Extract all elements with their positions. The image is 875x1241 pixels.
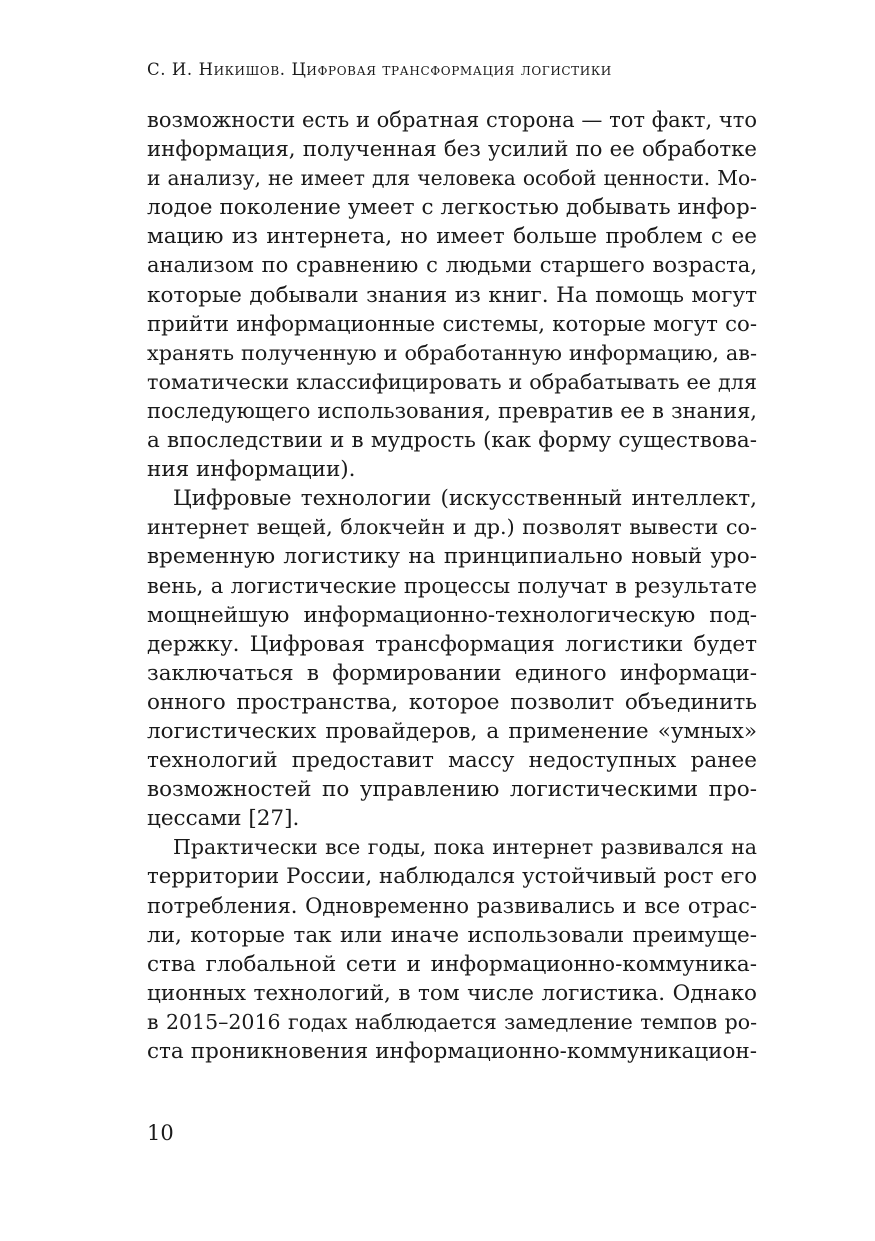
text-line: мощнейшую информационно-технологическую под-	[147, 602, 757, 628]
text-line: вень, а логистические процессы получат в результате	[147, 573, 757, 598]
text-line: технологий предоставит массу недоступных ранее	[147, 748, 757, 774]
text-line: ли, которые так или иначе использовали преимуще-	[147, 922, 757, 948]
text-line: и анализу, не имеет для человека особой ценности. Мо-	[147, 166, 757, 191]
text-line: держку. Цифровая трансформация логистики будет	[147, 631, 757, 657]
text-line: а впоследствии и в мудрость (как форму существова-	[147, 428, 757, 454]
text-line: территории России, наблюдался устойчивый рост его	[147, 864, 757, 890]
text-line: цессами [27].	[147, 806, 300, 832]
text-line: онного пространства, которое позволит объединить	[147, 689, 757, 715]
text-line: ния информации).	[147, 457, 356, 483]
text-body	[147, 106, 757, 1066]
text-line: потребления. Одновременно развивались и все отрас-	[147, 893, 757, 918]
text-line: Цифровые технологии (искусственный интеллект,	[173, 486, 757, 512]
running-header: С. И. Никишов. Цифровая трансформация логистики	[147, 60, 612, 79]
text-line: временную логистику на принципиально новый уро-	[147, 544, 757, 570]
text-line: в 2015–2016 годах наблюдается замедление темпов ро-	[147, 1009, 757, 1034]
paragraph	[147, 484, 757, 833]
text-line: ста проникновения информационно-коммуникацион-	[147, 1039, 757, 1064]
text-line: логистических провайдеров, а применение «умных»	[147, 718, 757, 744]
text-line: лодое поколение умеет с легкостью добывать инфор-	[147, 195, 757, 221]
text-line: ционных технологий, в том числе логистика. Однако	[147, 980, 757, 1006]
text-line: информация, полученная без усилий по ее обработке	[147, 137, 757, 163]
text-line: мацию из интернета, но имеет больше проблем с ее	[147, 224, 757, 250]
paragraph	[147, 833, 757, 1066]
text-line: ства глобальной сети и информационно-коммуника-	[147, 951, 757, 977]
paragraph	[147, 106, 757, 484]
text-line: анализом по сравнению с людьми старшего возраста,	[147, 253, 757, 278]
text-line: возможностей по управлению логистическими про-	[147, 777, 757, 803]
text-line: возможности есть и обратная сторона — тот факт, что	[147, 108, 757, 132]
text-line: заключаться в формировании единого информаци-	[147, 660, 757, 686]
text-line: интернет вещей, блокчейн и др.) позволят вывести со-	[147, 515, 757, 540]
text-line: томатически классифицировать и обрабатывать ее для	[147, 369, 757, 394]
text-line: хранять полученную и обработанную информацию, ав-	[147, 340, 757, 365]
text-line: Практически все годы, пока интернет развивался на	[173, 835, 757, 860]
page-number: 10	[147, 1121, 174, 1145]
text-line: которые добывали знания из книг. На помощь могут	[147, 282, 757, 308]
text-line: последующего использования, превратив ее в знания,	[147, 398, 757, 423]
text-line: прийти информационные системы, которые могут со-	[147, 311, 757, 337]
